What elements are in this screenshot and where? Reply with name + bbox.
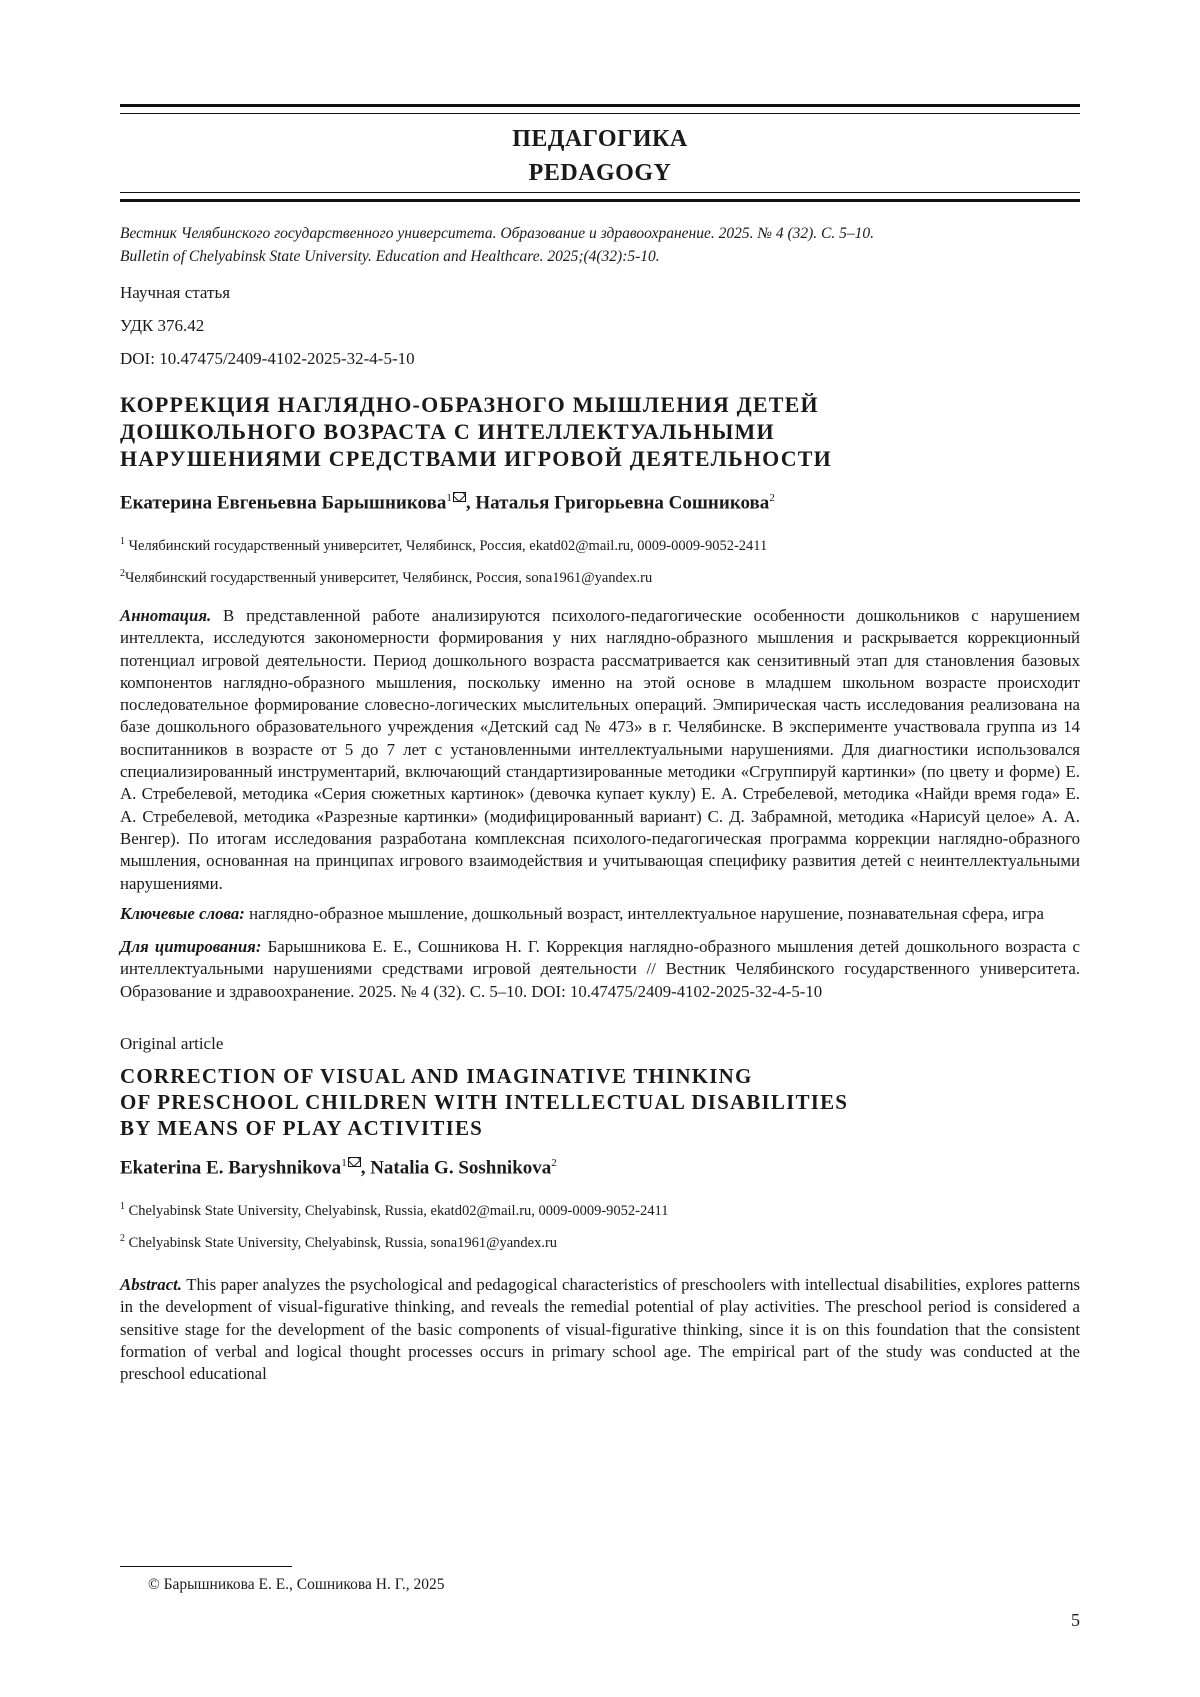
doi: DOI: 10.47475/2409-4102-2025-32-4-5-10 [120,349,415,368]
journal-reference [120,222,1080,268]
title-ru-line: ДОШКОЛЬНОГО ВОЗРАСТА С ИНТЕЛЛЕКТУАЛЬНЫМИ [120,419,775,444]
top-rule [120,104,1080,114]
author-sup: 1 [341,1157,347,1170]
aff-sup: 2 [120,1233,125,1245]
aff-text: Chelyabinsk State University, Chelyabinsk, Russia, sona1961@yandex.ru [128,1235,558,1252]
affiliation-2-ru [120,565,1080,587]
section-title-en: PEDAGOGY [528,160,672,186]
author-separator: , [465,492,476,514]
title-ru-line: НАРУШЕНИЯМИ СРЕДСТВАМИ ИГРОВОЙ ДЕЯТЕЛЬНОСТИ [120,446,832,471]
author-name: Екатерина Евгеньевна Барышникова [120,492,447,514]
author-name: Наталья Григорьевна Сошникова [475,492,770,514]
page-body [120,104,1080,1386]
abstract-text: This paper analyzes the psychological and pedagogical characteristics of preschoolers with intellectual disabilities, explores patterns in the development of visual-figurative thinking, and reveals the remedial potential of play activities. The preschool period is considered a sensitive stage for the development of the basic components of visual-figurative thinking, since it is on this foundation that the consistent formation of verbal and logical thought processes occurs in primary school age. The empirical part of the study was conducted at the preschool educational [120,1275,1080,1384]
section-title-ru: ПЕДАГОГИКА [512,126,688,152]
aff-text: Челябинский государственный университет, Челябинск, Россия, sona1961@yandex.ru [125,569,653,586]
authors-ru [120,486,1080,515]
abstract-label: Abstract. [120,1275,183,1295]
affiliation-1-en [120,1198,1080,1220]
author-sup: 1 [446,492,452,504]
keywords-label: Ключевые слова: [120,903,245,923]
title-ru-line: КОРРЕКЦИЯ НАГЛЯДНО-ОБРАЗНОГО МЫШЛЕНИЯ ДЕТЕЙ [120,392,819,417]
aff-text: Chelyabinsk State University, Chelyabinsk, Russia, ekatd02@mail.ru, 0009-0009-9052-2411 [128,1203,669,1220]
affiliation-2-en [120,1230,1080,1252]
title-en-line: CORRECTION OF VISUAL AND IMAGINATIVE THINKING [120,1064,753,1089]
author-name: Ekaterina E. Baryshnikova [120,1157,342,1179]
title-en-line: BY MEANS OF PLAY ACTIVITIES [120,1116,484,1141]
abstract-ru [120,605,1080,895]
abstract-en [120,1274,1080,1385]
aff-text: Челябинский государственный университет, Челябинск, Россия, ekatd02@mail.ru, 0009-0009-9052-2411 [125,538,768,555]
author-name: Natalia G. Soshnikova [370,1157,552,1179]
envelope-icon [348,1157,361,1167]
footnote-rule [120,1566,292,1567]
keywords-ru [120,903,1080,925]
aff-sup: 1 [120,536,125,548]
abstract-label: Аннотация. [120,605,212,625]
journal-ref-ru: Вестник Челябинского государственного университета. Образование и здравоохранение. 2025. № 4 (32). С. 5–10. [120,225,874,242]
keywords-text: наглядно-образное мышление, дошкольный возраст, интеллектуальное нарушение, познавательная сфера, игра [244,903,1044,923]
citation-label: Для цитирования: [120,937,262,957]
copyright-note: © Барышникова Е. Е., Сошникова Н. Г., 2025 [148,1576,445,1593]
aff-sup: 1 [120,1201,125,1213]
journal-ref-en: Bulletin of Chelyabinsk State University. Education and Healthcare. 2025;(4(32):5-10. [120,248,660,265]
author-sup: 2 [551,1157,557,1170]
author-separator: , [360,1157,371,1179]
title-ru [120,391,1080,472]
author-sup: 2 [769,492,775,504]
article-type-en: Original article [120,1034,224,1054]
aff-sup: 2 [120,568,125,580]
citation-ru [120,936,1080,1003]
title-en [120,1063,1080,1141]
article-type: Научная статья [120,283,231,302]
udc-code: УДК 376.42 [120,316,205,335]
authors-en [120,1151,1080,1180]
abstract-text: В представленной работе анализируются психолого-педагогические особенности дошкольников с нарушением интеллекта, исследуются закономерности формирования у них наглядно-образного мышления и раскрывается коррекционный потенциал игровой деятельности. Период дошкольного возраста рассматривается как сензитивный этап для становления базовых компонентов наглядно-образного мышления, поскольку именно на этой основе в младшем школьном возрасте происходит последовательное формирование словесно-логических мыслительных операций. Эмпирическая часть исследования реализована на базе дошкольного образовательного учреждения «Детский сад № 473» в г. Челябинске. В эксперименте участвовала группа из 14 воспитанников в возрасте от 5 до 7 лет с установленными интеллектуальными нарушениями. Для диагностики использовался специализированный инструментарий, включающий стандартизированные методики «Сгруппируй картинки» (по цвету и форме) Е. А. Стребелевой, методика «Серия сюжетных картинок» (девочка купает куклу) Е. А. Стребелевой, методика «Найди время года» Е. А. Стребелевой, методика «Разрезные картинки» (модифицированный вариант) С. Д. Забрамной, методика «Нарисуй целое» А. А. Венгер). По итогам исследования разработана комплексная психолого-педагогическая программа коррекции наглядно-образного мышления, основанная на принципах игрового взаимодействия и учитывающая специфику развития детей с неинтеллектуальными нарушениями. [120,605,1080,893]
affiliation-1-ru [120,533,1080,555]
envelope-icon [453,492,466,502]
page-number: 5 [1071,1610,1080,1630]
bottom-rule [120,192,1080,202]
section-heading [120,114,1080,192]
title-en-line: OF PRESCHOOL CHILDREN WITH INTELLECTUAL DISABILITIES [120,1090,849,1115]
citation-text: Барышникова Е. Е., Сошникова Н. Г. Коррекция наглядно-образного мышления детей дошкольного возраста с интеллектуальными нарушениями средствами игровой деятельности // Вестник Челябинского государственного университета. Образование и здравоохранение. 2025. № 4 (32). С. 5–10. DOI: 10.47475/2409-4102-2025-32-4-5-10 [120,937,1080,1001]
